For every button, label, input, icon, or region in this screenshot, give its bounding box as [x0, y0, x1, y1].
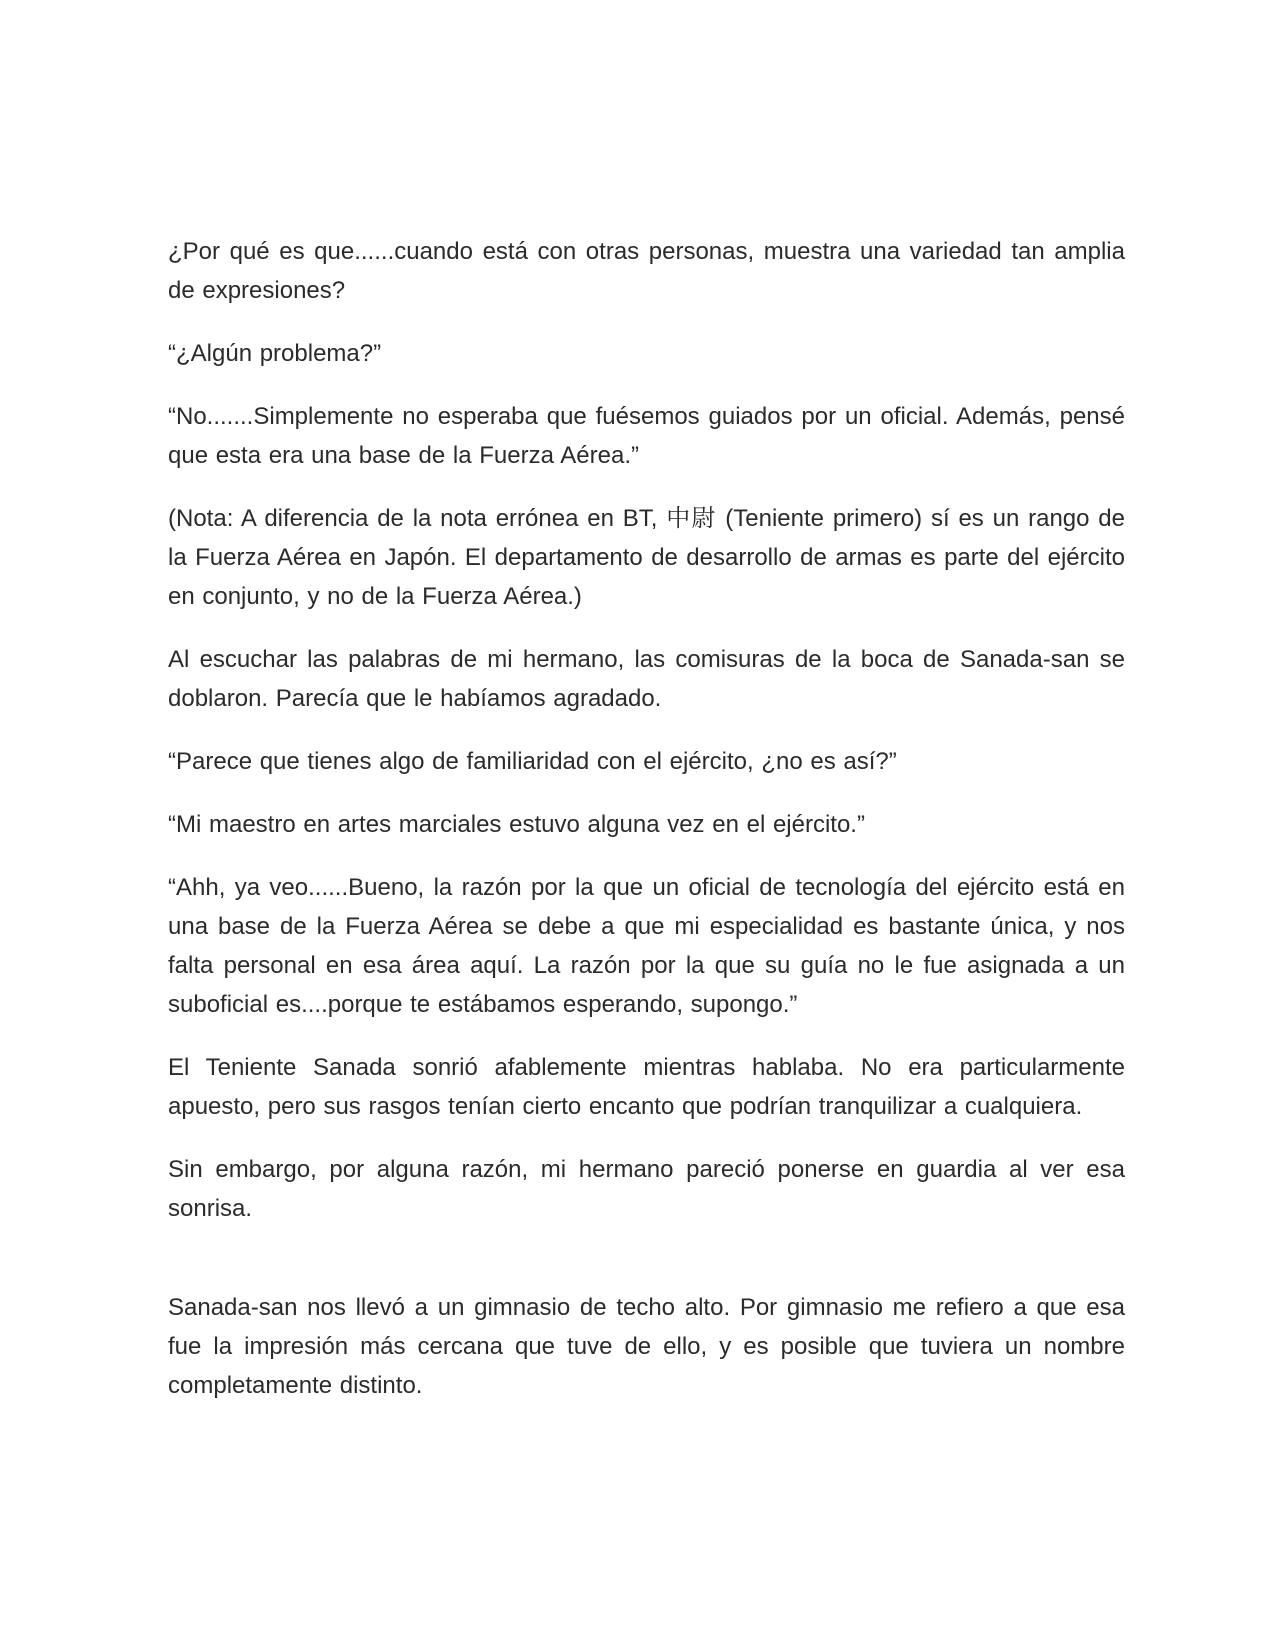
paragraph-dialogue: “Mi maestro en artes marciales estuvo alguna vez en el ejército.”	[168, 811, 865, 838]
paragraph-translator-note: (Nota: A diferencia de la nota errónea en BT, 中尉 (Teniente primero) sí es un rango de la Fuerza Aérea en Japón. El departamento de desarrollo de armas es parte del ejército en conjunto, y no de la Fuerza Aérea.)	[168, 505, 1125, 610]
paragraph-dialogue: “Ahh, ya veo......Bueno, la razón por la que un oficial de tecnología del ejército está en una base de la Fuerza Aérea se debe a que mi especialidad es bastante única, y nos falta personal en esa área aquí. La razón por la que su guía no le fue asignada a un suboficial es....porque te estábamos esperando, supongo.”	[168, 874, 1125, 1018]
scene-break-spacer	[168, 1252, 1125, 1288]
paragraph-narration: Sanada-san nos llevó a un gimnasio de techo alto. Por gimnasio me refiero a que esa fue la impresión más cercana que tuve de ello, y es posible que tuviera un nombre completamente distinto.	[168, 1294, 1125, 1399]
paragraph-dialogue: “Parece que tienes algo de familiaridad con el ejército, ¿no es así?”	[168, 748, 897, 775]
paragraph-dialogue: “¿Algún problema?”	[168, 340, 382, 367]
paragraph-inner-monologue: ¿Por qué es que......cuando está con otras personas, muestra una variedad tan amplia de expresiones?	[168, 238, 1125, 304]
paragraph-narration: El Teniente Sanada sonrió afablemente mientras hablaba. No era particularmente apuesto, pero sus rasgos tenían cierto encanto que podrían tranquilizar a cualquiera.	[168, 1054, 1125, 1120]
paragraph-narration: Sin embargo, por alguna razón, mi hermano pareció ponerse en guardia al ver esa sonrisa.	[168, 1156, 1125, 1222]
paragraph-narration: Al escuchar las palabras de mi hermano, las comisuras de la boca de Sanada-san se doblaron. Parecía que le habíamos agradado.	[168, 646, 1125, 712]
text-block	[168, 232, 1125, 1405]
paragraph-dialogue: “No.......Simplemente no esperaba que fuésemos guiados por un oficial. Además, pensé que esta era una base de la Fuerza Aérea.”	[168, 403, 1125, 469]
